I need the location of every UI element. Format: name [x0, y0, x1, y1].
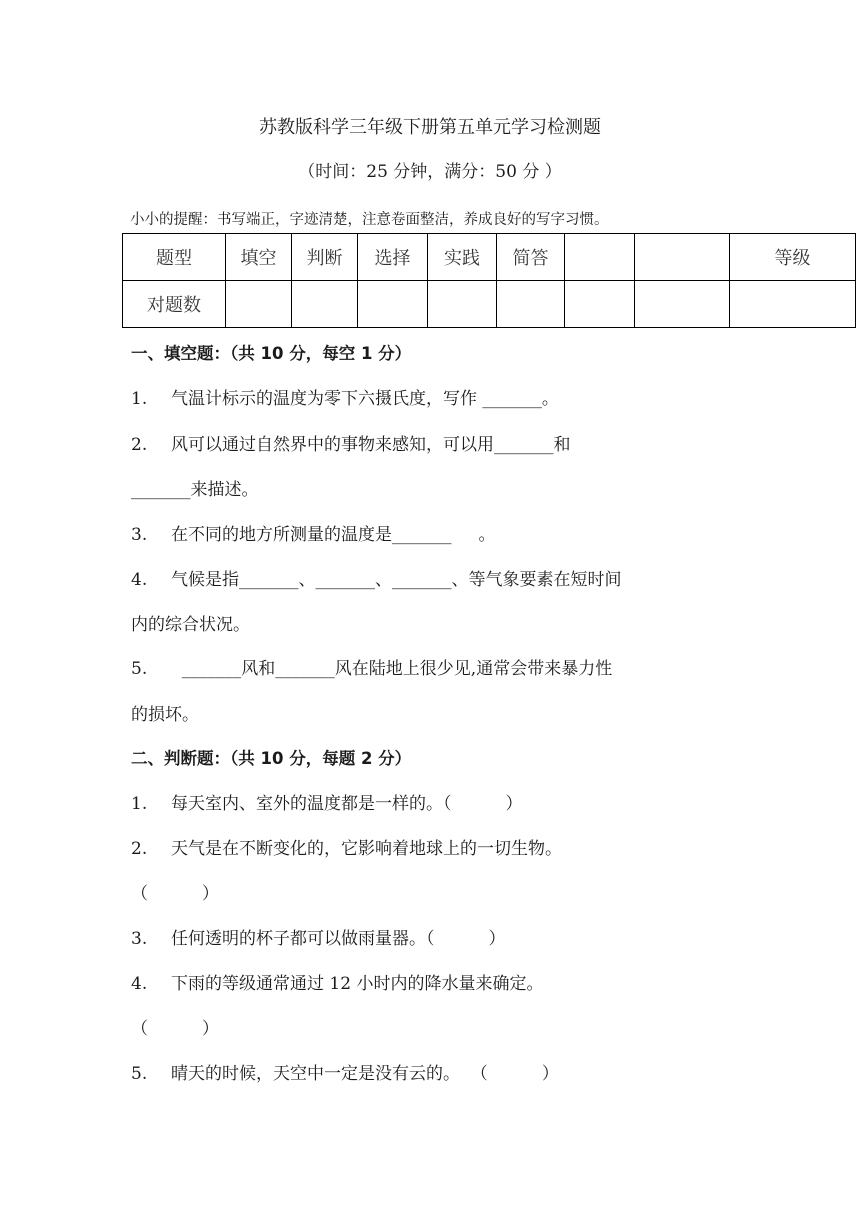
question-item	[131, 387, 559, 411]
section-heading-fill-in: 一、填空题：（共 10 分，每空 1 分）	[131, 344, 412, 363]
score-table-cell	[565, 281, 635, 328]
question-text: 气温计标示的温度为零下六摄氏度，写作 _______。	[171, 389, 559, 409]
page-title: 苏教版科学三年级下册第五单元学习检测题	[259, 117, 601, 138]
score-table-cell	[635, 234, 730, 281]
question-continuation: _______来描述。	[131, 480, 259, 500]
section-heading-true-false: 二、判断题：（共 10 分，每题 2 分）	[131, 749, 412, 768]
question-text: 气候是指_______、_______、_______、等气象要素在短时间	[171, 570, 622, 590]
question-item	[131, 433, 571, 457]
question-number: 4.	[131, 974, 148, 994]
question-text: _______风和_______风在陆地上很少见,通常会带来暴力性	[171, 659, 613, 679]
score-table-cell	[565, 234, 635, 281]
question-text: 每天室内、室外的温度都是一样的。（ ）	[171, 794, 523, 814]
question-item	[131, 523, 496, 547]
question-text: 任何透明的杯子都可以做雨量器。（ ）	[171, 929, 506, 949]
question-text: 下雨的等级通常通过 12 小时内的降水量来确定。	[171, 974, 544, 994]
question-item	[131, 1062, 559, 1086]
score-table-cell: 选择	[358, 234, 428, 281]
question-text: 天气是在不断变化的，它影响着地球上的一切生物。	[171, 839, 562, 859]
score-table-cell	[292, 281, 358, 328]
score-table-cell	[358, 281, 428, 328]
question-item	[131, 837, 562, 861]
score-table-cell	[428, 281, 497, 328]
score-table-cell: 题型	[123, 234, 226, 281]
question-number: 1.	[131, 794, 148, 814]
answer-bracket: （ ）	[131, 1019, 220, 1039]
question-number: 3.	[131, 929, 148, 949]
score-table-row-label: 对题数	[123, 281, 226, 328]
score-table-cell: 等级	[730, 234, 856, 281]
score-table-cell	[497, 281, 565, 328]
question-text: 晴天的时候，天空中一定是没有云的。 （ ）	[171, 1064, 559, 1084]
exam-time-score: （时间：25 分钟，满分：50 分 ）	[298, 162, 562, 182]
question-item	[131, 792, 523, 816]
question-continuation: 内的综合状况。	[131, 615, 250, 635]
score-table-cell: 简答	[497, 234, 565, 281]
question-item	[131, 972, 543, 996]
score-table-cell	[730, 281, 856, 328]
score-table	[122, 233, 856, 328]
question-number: 3.	[131, 525, 148, 545]
question-continuation: 的损坏。	[131, 705, 199, 725]
question-text: 风可以通过自然界中的事物来感知，可以用_______和	[171, 435, 571, 455]
score-table-count-row	[123, 281, 856, 328]
question-number: 5.	[131, 1064, 148, 1084]
question-item	[131, 657, 612, 681]
score-table-cell: 判断	[292, 234, 358, 281]
question-text: 在不同的地方所测量的温度是_______ 。	[171, 525, 496, 545]
score-table-cell	[635, 281, 730, 328]
question-item	[131, 568, 622, 592]
question-number: 2.	[131, 839, 148, 859]
question-number: 4.	[131, 570, 148, 590]
reminder-text: 小小的提醒：书写端正，字迹清楚，注意卷面整洁，养成良好的写字习惯。	[130, 212, 609, 228]
question-number: 1.	[131, 389, 148, 409]
score-table-cell: 填空	[226, 234, 292, 281]
question-number: 5.	[131, 659, 148, 679]
score-table-cell: 实践	[428, 234, 497, 281]
question-item	[131, 927, 506, 951]
answer-bracket: （ ）	[131, 884, 220, 904]
score-table-header-row	[123, 234, 856, 281]
question-number: 2.	[131, 435, 148, 455]
score-table-cell	[226, 281, 292, 328]
